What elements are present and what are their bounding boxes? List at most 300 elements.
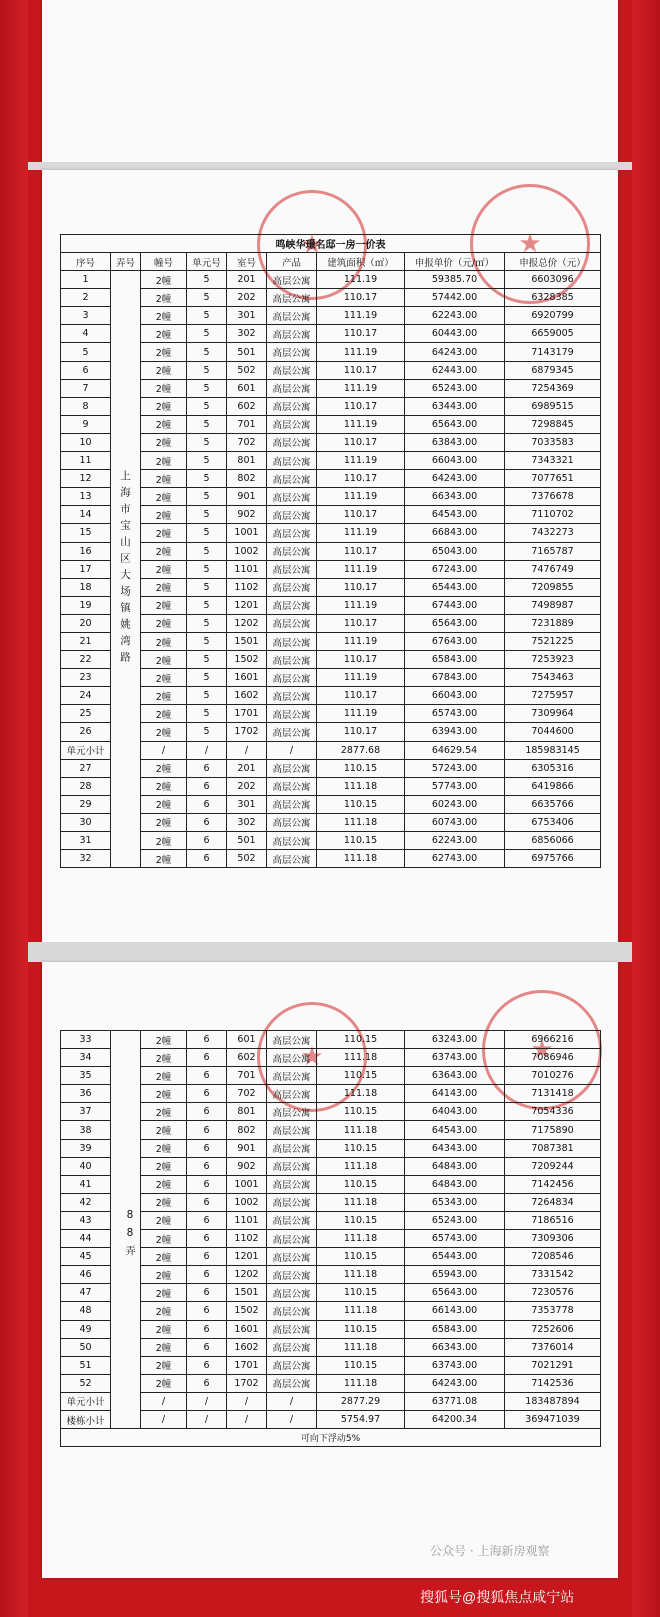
cell-unit: 6: [187, 1193, 227, 1211]
cell-unit-price: 63743.00: [405, 1049, 505, 1067]
cell-unit-price: 65643.00: [405, 415, 505, 433]
cell-unit-price: 65743.00: [405, 1230, 505, 1248]
cell-product: 高层公寓: [267, 343, 317, 361]
cell-unit: 5: [187, 488, 227, 506]
cell-product: 高层公寓: [267, 1284, 317, 1302]
cell-room: 1201: [227, 1248, 267, 1266]
cell-building: 2幢: [141, 379, 187, 397]
cell-room: 201: [227, 759, 267, 777]
cell-product: 高层公寓: [267, 632, 317, 650]
cell-unit-price: 66343.00: [405, 488, 505, 506]
cell-building: 2幢: [141, 813, 187, 831]
cell-total-price: 6920799: [505, 307, 601, 325]
cell-total-price: 7343321: [505, 452, 601, 470]
subtotal-slash: /: [267, 1410, 317, 1428]
cell-building: 2幢: [141, 578, 187, 596]
cell-seq: 17: [61, 560, 111, 578]
cell-unit: 6: [187, 759, 227, 777]
column-header: 申报总价（元）: [505, 253, 601, 271]
cell-total-price: 6989515: [505, 397, 601, 415]
cell-product: 高层公寓: [267, 850, 317, 868]
cell-room: 1701: [227, 705, 267, 723]
cell-product: 高层公寓: [267, 1356, 317, 1374]
cell-seq: 33: [61, 1031, 111, 1049]
cell-area: 110.15: [317, 795, 405, 813]
cell-building: 2幢: [141, 1193, 187, 1211]
subtotal-row: [61, 1410, 601, 1428]
cell-seq: 28: [61, 777, 111, 795]
cell-unit: 6: [187, 813, 227, 831]
cell-seq: 39: [61, 1139, 111, 1157]
cell-seq: 5: [61, 343, 111, 361]
cell-total-price: 7110702: [505, 506, 601, 524]
cell-building: 2幢: [141, 271, 187, 289]
cell-unit-price: 63843.00: [405, 433, 505, 451]
cell-room: 202: [227, 289, 267, 307]
table-row: [61, 1320, 601, 1338]
cell-unit-price: 65843.00: [405, 651, 505, 669]
table-row: [61, 488, 601, 506]
table-row: [61, 1085, 601, 1103]
cell-building: 2幢: [141, 1157, 187, 1175]
subtotal-slash: /: [227, 741, 267, 759]
cell-building: 2幢: [141, 1121, 187, 1139]
subtotal-slash: /: [267, 1392, 317, 1410]
cell-room: 502: [227, 850, 267, 868]
subtotal-slash: /: [141, 1410, 187, 1428]
cell-product: 高层公寓: [267, 596, 317, 614]
cell-seq: 19: [61, 596, 111, 614]
cell-unit-price: 64243.00: [405, 470, 505, 488]
cell-product: 高层公寓: [267, 506, 317, 524]
cell-product: 高层公寓: [267, 1320, 317, 1338]
cell-room: 902: [227, 1157, 267, 1175]
cell-building: 2幢: [141, 1374, 187, 1392]
cell-seq: 49: [61, 1320, 111, 1338]
column-header: 申报单价（元/㎡）: [405, 253, 505, 271]
cell-total-price: 7142456: [505, 1175, 601, 1193]
cell-area: 111.18: [317, 1193, 405, 1211]
cell-unit: 6: [187, 1356, 227, 1374]
cell-product: 高层公寓: [267, 271, 317, 289]
cell-building: 2幢: [141, 1175, 187, 1193]
cell-seq: 24: [61, 687, 111, 705]
cell-product: 高层公寓: [267, 1121, 317, 1139]
cell-seq: 8: [61, 397, 111, 415]
cell-building: 2幢: [141, 542, 187, 560]
cell-unit-price: 66043.00: [405, 687, 505, 705]
cell-unit: 5: [187, 470, 227, 488]
cell-seq: 52: [61, 1374, 111, 1392]
table-row: [61, 1356, 601, 1374]
cell-total-price: 7087381: [505, 1139, 601, 1157]
cell-total-price: 7309306: [505, 1230, 601, 1248]
cell-total-price: 7543463: [505, 669, 601, 687]
cell-total-price: 7230576: [505, 1284, 601, 1302]
cell-area: 110.17: [317, 687, 405, 705]
table-row: [61, 271, 601, 289]
subtotal-label: 单元小计: [61, 741, 111, 759]
cell-seq: 50: [61, 1338, 111, 1356]
cell-room: 702: [227, 433, 267, 451]
cell-unit: 6: [187, 1067, 227, 1085]
cell-unit-price: 63943.00: [405, 723, 505, 741]
cell-area: 111.19: [317, 524, 405, 542]
cell-room: 601: [227, 1031, 267, 1049]
table-row: [61, 850, 601, 868]
cell-unit-price: 60443.00: [405, 325, 505, 343]
cell-building: 2幢: [141, 759, 187, 777]
cell-area: 110.17: [317, 361, 405, 379]
cell-product: 高层公寓: [267, 1067, 317, 1085]
cell-area: 111.18: [317, 1085, 405, 1103]
cell-unit-price: 65843.00: [405, 1320, 505, 1338]
cell-unit: 6: [187, 1031, 227, 1049]
cell-unit: 5: [187, 433, 227, 451]
cell-total-price: 7165787: [505, 542, 601, 560]
cell-seq: 34: [61, 1049, 111, 1067]
cell-area: 111.18: [317, 1374, 405, 1392]
cell-total-price: 6856066: [505, 832, 601, 850]
cell-area: 110.15: [317, 1248, 405, 1266]
cell-unit-price: 64543.00: [405, 1121, 505, 1139]
table-row: [61, 1374, 601, 1392]
cell-product: 高层公寓: [267, 1139, 317, 1157]
cell-room: 802: [227, 470, 267, 488]
cell-product: 高层公寓: [267, 1266, 317, 1284]
cell-building: 2幢: [141, 669, 187, 687]
cell-unit-price: 64343.00: [405, 1139, 505, 1157]
cell-unit: 6: [187, 1175, 227, 1193]
cell-total-price: 7254369: [505, 379, 601, 397]
column-header: 序号: [61, 253, 111, 271]
cell-room: 601: [227, 379, 267, 397]
cell-total-price: 7476749: [505, 560, 601, 578]
cell-seq: 29: [61, 795, 111, 813]
cell-unit: 6: [187, 1103, 227, 1121]
cell-seq: 4: [61, 325, 111, 343]
table-row: [61, 1266, 601, 1284]
column-header: 幢号: [141, 253, 187, 271]
cell-room: 1602: [227, 687, 267, 705]
cell-building: 2幢: [141, 614, 187, 632]
cell-product: 高层公寓: [267, 705, 317, 723]
subtotal-slash: /: [141, 1392, 187, 1410]
cell-area: 110.17: [317, 325, 405, 343]
price-sheet-page-2: [42, 962, 618, 1578]
cell-unit-price: 60243.00: [405, 795, 505, 813]
cell-area: 110.15: [317, 1320, 405, 1338]
cell-product: 高层公寓: [267, 687, 317, 705]
column-header: 产品: [267, 253, 317, 271]
table-row: [61, 614, 601, 632]
cell-unit-price: 65743.00: [405, 705, 505, 723]
subtotal-unit-price: 64200.34: [405, 1410, 505, 1428]
cell-building: 2幢: [141, 795, 187, 813]
cell-unit-price: 67243.00: [405, 560, 505, 578]
price-table-page-2: [60, 1030, 601, 1447]
cell-area: 111.18: [317, 1157, 405, 1175]
table-row: [61, 578, 601, 596]
cell-unit: 5: [187, 506, 227, 524]
cell-area: 110.15: [317, 1067, 405, 1085]
cell-product: 高层公寓: [267, 289, 317, 307]
cell-product: 高层公寓: [267, 433, 317, 451]
cell-room: 1201: [227, 596, 267, 614]
cell-seq: 26: [61, 723, 111, 741]
cell-unit-price: 64043.00: [405, 1103, 505, 1121]
subtotal-area: 2877.29: [317, 1392, 405, 1410]
cell-unit-price: 65243.00: [405, 379, 505, 397]
table-row: [61, 1175, 601, 1193]
cell-room: 502: [227, 361, 267, 379]
cell-total-price: 6659005: [505, 325, 601, 343]
cell-room: 1001: [227, 1175, 267, 1193]
cell-unit: 5: [187, 669, 227, 687]
cell-total-price: 7252606: [505, 1320, 601, 1338]
cell-total-price: 7054336: [505, 1103, 601, 1121]
cell-room: 1101: [227, 1211, 267, 1229]
cell-room: 1601: [227, 1320, 267, 1338]
cell-total-price: 6635766: [505, 795, 601, 813]
cell-area: 110.17: [317, 651, 405, 669]
cell-building: 2幢: [141, 832, 187, 850]
subtotal-area: 2877.68: [317, 741, 405, 759]
subtotal-total-price: 183487894: [505, 1392, 601, 1410]
cell-seq: 32: [61, 850, 111, 868]
table-header-row: [61, 253, 601, 271]
cell-unit: 5: [187, 379, 227, 397]
cell-product: 高层公寓: [267, 813, 317, 831]
table-row: [61, 1302, 601, 1320]
cell-room: 701: [227, 1067, 267, 1085]
cell-room: 1701: [227, 1356, 267, 1374]
cell-total-price: 7376014: [505, 1338, 601, 1356]
cell-seq: 12: [61, 470, 111, 488]
cell-room: 1002: [227, 542, 267, 560]
cell-unit: 5: [187, 452, 227, 470]
cell-area: 111.18: [317, 1338, 405, 1356]
cell-unit: 6: [187, 1374, 227, 1392]
cell-total-price: 6975766: [505, 850, 601, 868]
cell-unit-price: 63743.00: [405, 1356, 505, 1374]
cell-product: 高层公寓: [267, 452, 317, 470]
cell-room: 1702: [227, 723, 267, 741]
cell-room: 1002: [227, 1193, 267, 1211]
cell-unit: 6: [187, 1230, 227, 1248]
table-row: [61, 343, 601, 361]
cell-building: 2幢: [141, 452, 187, 470]
cell-building: 2幢: [141, 524, 187, 542]
table-row: [61, 361, 601, 379]
cell-building: 2幢: [141, 307, 187, 325]
cell-room: 1102: [227, 578, 267, 596]
cell-room: 301: [227, 307, 267, 325]
cell-building: 2幢: [141, 488, 187, 506]
cell-area: 110.15: [317, 759, 405, 777]
cell-unit-price: 65243.00: [405, 1211, 505, 1229]
cell-seq: 43: [61, 1211, 111, 1229]
cell-room: 1001: [227, 524, 267, 542]
cell-product: 高层公寓: [267, 470, 317, 488]
cell-unit-price: 57243.00: [405, 759, 505, 777]
cell-total-price: 7264834: [505, 1193, 601, 1211]
table-row: [61, 379, 601, 397]
cell-area: 111.19: [317, 488, 405, 506]
cell-area: 111.19: [317, 343, 405, 361]
cell-total-price: 7275957: [505, 687, 601, 705]
table-row: [61, 1230, 601, 1248]
subtotal-label: 单元小计: [61, 1392, 111, 1410]
source-footer: 搜狐号@搜狐焦点咸宁站: [420, 1589, 575, 1605]
cell-area: 110.15: [317, 1211, 405, 1229]
cell-area: 110.15: [317, 1139, 405, 1157]
cell-unit: 6: [187, 1266, 227, 1284]
cell-total-price: 7010276: [505, 1067, 601, 1085]
cell-product: 高层公寓: [267, 307, 317, 325]
cell-unit-price: 62243.00: [405, 307, 505, 325]
cell-unit-price: 62243.00: [405, 832, 505, 850]
cell-product: 高层公寓: [267, 488, 317, 506]
cell-unit-price: 59385.70: [405, 271, 505, 289]
cell-product: 高层公寓: [267, 1031, 317, 1049]
cell-total-price: 6603096: [505, 271, 601, 289]
cell-unit-price: 65343.00: [405, 1193, 505, 1211]
cell-area: 110.17: [317, 433, 405, 451]
subtotal-label: 楼栋小计: [61, 1410, 111, 1428]
table-row: [61, 651, 601, 669]
cell-building: 2幢: [141, 1085, 187, 1103]
cell-area: 111.19: [317, 705, 405, 723]
cell-area: 111.19: [317, 452, 405, 470]
cell-room: 802: [227, 1121, 267, 1139]
cell-building: 2幢: [141, 723, 187, 741]
cell-total-price: 7044600: [505, 723, 601, 741]
cell-product: 高层公寓: [267, 1193, 317, 1211]
table-row: [61, 470, 601, 488]
cell-total-price: 7077651: [505, 470, 601, 488]
cell-seq: 27: [61, 759, 111, 777]
table-row: [61, 307, 601, 325]
cell-area: 110.15: [317, 1356, 405, 1374]
cell-area: 110.17: [317, 614, 405, 632]
cell-building: 2幢: [141, 1139, 187, 1157]
cell-building: 2幢: [141, 632, 187, 650]
cell-area: 110.17: [317, 542, 405, 560]
table-row: [61, 506, 601, 524]
cell-building: 2幢: [141, 1103, 187, 1121]
cell-seq: 42: [61, 1193, 111, 1211]
cell-total-price: 7432273: [505, 524, 601, 542]
cell-seq: 51: [61, 1356, 111, 1374]
cell-unit-price: 65643.00: [405, 614, 505, 632]
cell-seq: 1: [61, 271, 111, 289]
cell-unit-price: 62443.00: [405, 361, 505, 379]
cell-total-price: 7253923: [505, 651, 601, 669]
table-row: [61, 1049, 601, 1067]
cell-product: 高层公寓: [267, 1248, 317, 1266]
cell-total-price: 6419866: [505, 777, 601, 795]
cell-room: 1102: [227, 1230, 267, 1248]
subtotal-slash: /: [187, 1392, 227, 1410]
cell-unit: 5: [187, 289, 227, 307]
cell-total-price: 6305316: [505, 759, 601, 777]
cell-area: 111.18: [317, 1302, 405, 1320]
cell-building: 2幢: [141, 596, 187, 614]
cell-area: 110.17: [317, 578, 405, 596]
cell-building: 2幢: [141, 1356, 187, 1374]
cell-unit: 6: [187, 832, 227, 850]
cell-product: 高层公寓: [267, 1175, 317, 1193]
cell-seq: 13: [61, 488, 111, 506]
cell-seq: 3: [61, 307, 111, 325]
table-row: [61, 433, 601, 451]
cell-area: 111.18: [317, 1049, 405, 1067]
cell-room: 602: [227, 1049, 267, 1067]
cell-seq: 25: [61, 705, 111, 723]
cell-unit-price: 65443.00: [405, 1248, 505, 1266]
table-row: [61, 524, 601, 542]
cell-seq: 46: [61, 1266, 111, 1284]
cell-area: 110.15: [317, 832, 405, 850]
cell-unit-price: 64143.00: [405, 1085, 505, 1103]
cell-total-price: 7498987: [505, 596, 601, 614]
cell-unit: 6: [187, 1338, 227, 1356]
cell-product: 高层公寓: [267, 777, 317, 795]
cell-building: 2幢: [141, 687, 187, 705]
cell-area: 111.19: [317, 632, 405, 650]
cell-unit-price: 62743.00: [405, 850, 505, 868]
cell-unit: 6: [187, 850, 227, 868]
cell-unit: 6: [187, 1211, 227, 1229]
cell-product: 高层公寓: [267, 379, 317, 397]
subtotal-row: [61, 741, 601, 759]
cell-unit: 5: [187, 687, 227, 705]
cell-building: 2幢: [141, 470, 187, 488]
cell-area: 111.18: [317, 813, 405, 831]
cell-seq: 37: [61, 1103, 111, 1121]
table-row: [61, 723, 601, 741]
cell-unit-price: 66043.00: [405, 452, 505, 470]
cell-area: 110.17: [317, 470, 405, 488]
cell-room: 201: [227, 271, 267, 289]
cell-building: 2幢: [141, 850, 187, 868]
cell-building: 2幢: [141, 1211, 187, 1229]
cell-total-price: 7353778: [505, 1302, 601, 1320]
cell-product: 高层公寓: [267, 415, 317, 433]
cell-unit: 5: [187, 397, 227, 415]
cell-seq: 9: [61, 415, 111, 433]
table-row: [61, 325, 601, 343]
cell-area: 110.17: [317, 289, 405, 307]
cell-product: 高层公寓: [267, 361, 317, 379]
cell-building: 2幢: [141, 361, 187, 379]
cell-total-price: 7231889: [505, 614, 601, 632]
address-vertical: 上海市宝山区大场镇姚湾路: [111, 271, 141, 868]
cell-room: 1501: [227, 1284, 267, 1302]
cell-building: 2幢: [141, 433, 187, 451]
cell-room: 202: [227, 777, 267, 795]
cell-unit: 5: [187, 524, 227, 542]
cell-unit-price: 65643.00: [405, 1284, 505, 1302]
cell-room: 1101: [227, 560, 267, 578]
cell-unit-price: 60743.00: [405, 813, 505, 831]
cell-total-price: 7021291: [505, 1356, 601, 1374]
cell-unit-price: 64243.00: [405, 343, 505, 361]
cell-seq: 30: [61, 813, 111, 831]
cell-unit: 6: [187, 1248, 227, 1266]
cell-room: 1501: [227, 632, 267, 650]
